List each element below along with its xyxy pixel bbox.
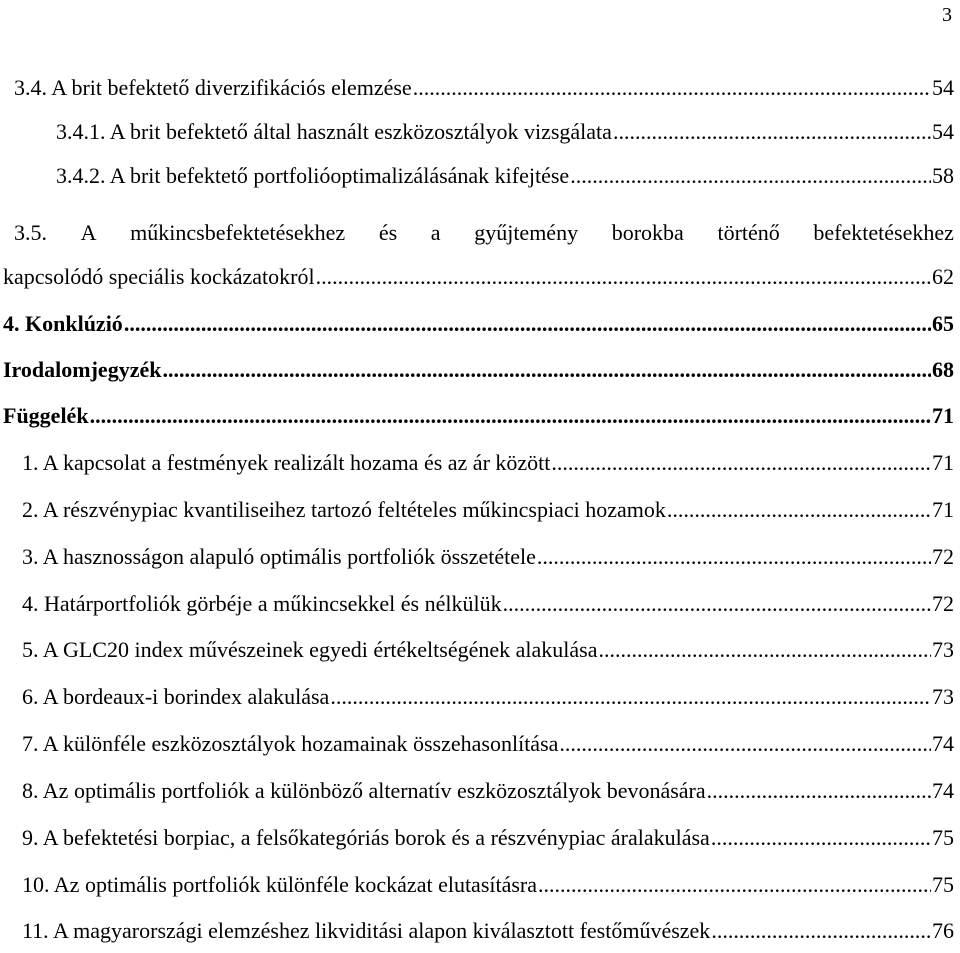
toc-entry-title-justified	[14, 211, 954, 255]
toc-entry-page: 76	[932, 918, 954, 943]
toc-entry-3-4-1[interactable]	[0, 110, 960, 154]
toc-entry-appendix-4[interactable]	[0, 582, 960, 626]
word: befektetésekhez	[813, 220, 954, 245]
toc-entry-appendix-7[interactable]	[0, 722, 960, 766]
word: műkincsbefektetésekhez	[130, 220, 346, 245]
dot-leader	[162, 348, 931, 392]
dot-leader	[598, 628, 931, 672]
dot-leader	[707, 769, 931, 813]
toc-entry-appendix-5[interactable]	[0, 628, 960, 672]
toc-entry-title: 4. Konklúzió	[3, 311, 123, 336]
toc-entry-page: 72	[932, 544, 954, 569]
toc-entry-page: 54	[932, 75, 954, 100]
dot-leader	[90, 394, 931, 438]
toc-entry-title: Függelék	[3, 403, 89, 428]
toc-entry-3-4[interactable]	[0, 66, 960, 110]
toc-entry-title: 4. Határportfoliók görbéje a műkincsekkel és nélkülük	[22, 591, 502, 616]
dot-leader	[570, 154, 931, 198]
dot-leader	[316, 255, 931, 299]
toc-entry-page: 58	[932, 163, 954, 188]
toc-entry-appendix-3[interactable]	[0, 535, 960, 579]
toc-entry-page: 74	[932, 731, 954, 756]
toc-entry-title: 8. Az optimális portfoliók a különböző alternatív eszközosztályok bevonására	[22, 778, 706, 803]
word: A	[80, 220, 97, 245]
toc-entry-page: 75	[932, 872, 954, 897]
toc-entry-page: 75	[932, 825, 954, 850]
dot-leader	[503, 582, 931, 626]
toc-entry-title: 3.4.1. A brit befektető által használt eszközosztályok vizsgálata	[56, 119, 612, 144]
word: és	[378, 220, 398, 245]
toc-entry-title: kapcsolódó speciális kockázatokról	[3, 264, 315, 289]
toc-entry-title: 3.4.2. A brit befektető portfolióoptimalizálásának kifejtése	[56, 163, 570, 188]
dot-leader	[330, 675, 931, 719]
toc-entry-4[interactable]	[0, 302, 960, 346]
toc-entry-3-5-continued[interactable]	[0, 255, 960, 299]
word: gyűjtemény	[474, 220, 579, 245]
toc-entry-page: 62	[932, 264, 954, 289]
dot-leader	[711, 909, 931, 953]
toc-entry-page: 65	[932, 311, 954, 336]
toc-entry-title: 10. Az optimális portfoliók különféle kockázat elutasításra	[22, 872, 538, 897]
dot-leader	[551, 441, 931, 485]
dot-leader	[559, 722, 931, 766]
dot-leader	[537, 535, 931, 579]
toc-entry-references[interactable]	[0, 348, 960, 392]
toc-entry-title: 9. A befektetési borpiac, a felsőkategóriás borok és a részvénypiac áralakulása	[22, 825, 710, 850]
toc-entry-title: 1. A kapcsolat a festmények realizált hozama és az ár között	[22, 450, 551, 475]
toc-entry-appendix-8[interactable]	[0, 769, 960, 813]
word: borokba	[611, 220, 684, 245]
toc-entry-page: 74	[932, 778, 954, 803]
toc-entry-title: 3.4. A brit befektető diverzifikációs elemzése	[14, 75, 412, 100]
page-number: 3	[942, 4, 952, 26]
toc-entry-appendix-9[interactable]	[0, 816, 960, 860]
toc-entry-title: 5. A GLC20 index művészeinek egyedi értékeltségének alakulása	[22, 637, 598, 662]
toc-entry-appendix-6[interactable]	[0, 675, 960, 719]
toc-entry-page: 73	[932, 637, 954, 662]
toc-entry-page: 71	[932, 450, 954, 475]
toc-entry-page: 72	[932, 591, 954, 616]
toc-entry-page: 73	[932, 684, 954, 709]
word: a	[430, 220, 441, 245]
dot-leader	[538, 863, 931, 907]
toc-entry-title: 11. A magyarországi elemzéshez likviditási alapon kiválasztott festőművészek	[22, 918, 711, 943]
dot-leader	[711, 816, 931, 860]
toc-entry-appendix[interactable]	[0, 394, 960, 438]
dot-leader	[667, 488, 931, 532]
word: 3.5.	[14, 220, 47, 245]
word: történő	[717, 220, 780, 245]
toc-entry-title: Irodalomjegyzék	[3, 357, 162, 382]
toc-entry-title: 3. A hasznosságon alapuló optimális portfoliók összetétele	[22, 544, 536, 569]
toc-entry-3-5[interactable]	[0, 211, 960, 255]
dot-leader	[124, 302, 931, 346]
toc-entry-title: 2. A részvénypiac kvantiliseihez tartozó feltételes műkincspiaci hozamok	[22, 497, 666, 522]
dot-leader	[613, 110, 931, 154]
toc-entry-appendix-11[interactable]	[0, 909, 960, 953]
toc-entry-appendix-1[interactable]	[0, 441, 960, 485]
toc-entry-page: 71	[932, 403, 954, 428]
toc-entry-page: 68	[932, 357, 954, 382]
toc-entry-page: 71	[932, 497, 954, 522]
toc-entry-appendix-10[interactable]	[0, 863, 960, 907]
toc-entry-title: 6. A bordeaux-i borindex alakulása	[22, 684, 330, 709]
toc-entry-title: 7. A különféle eszközosztályok hozamainak összehasonlítása	[22, 731, 559, 756]
toc-entry-page: 54	[932, 119, 954, 144]
toc-entry-appendix-2[interactable]	[0, 488, 960, 532]
toc-entry-3-4-2[interactable]	[0, 154, 960, 198]
dot-leader	[413, 66, 931, 110]
